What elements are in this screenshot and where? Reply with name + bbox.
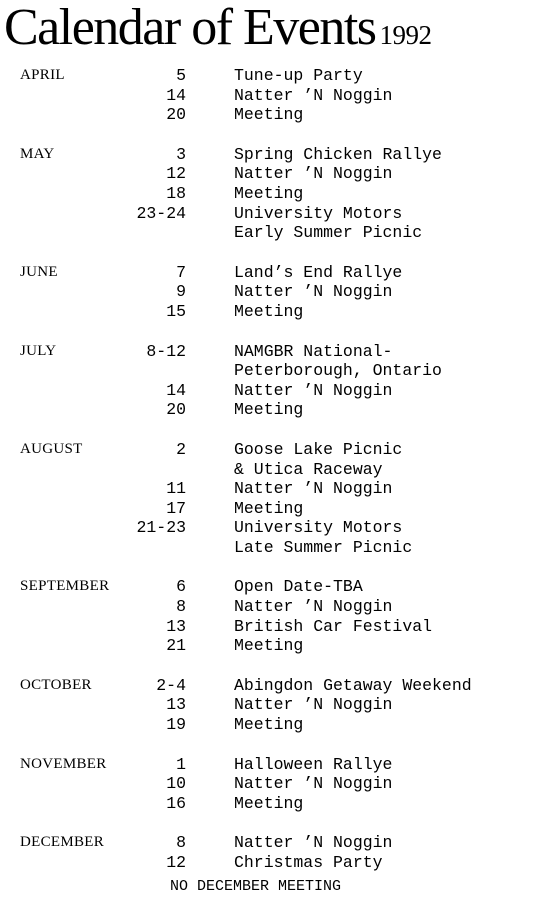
event-name: Natter ’N Noggin [234, 695, 393, 715]
event-day: 17 [166, 498, 186, 518]
event-name: Natter ’N Noggin [234, 164, 393, 184]
event-name: Land’s End Rallye [234, 262, 403, 282]
event-row [0, 263, 550, 283]
event-day: 8-12 [146, 341, 186, 361]
month-name: NOVEMBER [20, 755, 107, 772]
event-row [0, 164, 550, 184]
event-name: British Car Festival [234, 616, 433, 636]
event-name: Late Summer Picnic [234, 537, 413, 557]
event-name: & Utica Raceway [234, 459, 383, 479]
event-name: Meeting [234, 793, 304, 813]
event-row [0, 400, 550, 420]
events-list [0, 66, 550, 893]
event-day: 13 [166, 695, 186, 715]
event-row [0, 518, 550, 538]
event-day: 14 [166, 380, 186, 400]
event-name: Early Summer Picnic [234, 223, 423, 243]
event-day: 1 [176, 754, 186, 774]
event-name: Spring Chicken Rallye [234, 144, 442, 164]
event-row [0, 676, 550, 696]
event-day: 20 [166, 400, 186, 420]
event-day: 7 [176, 262, 186, 282]
month-block-may [0, 145, 550, 243]
event-row [0, 479, 550, 499]
event-day: 9 [176, 282, 186, 302]
event-row [0, 66, 550, 86]
event-row [0, 86, 550, 106]
event-name: Natter ’N Noggin [234, 833, 393, 853]
event-name: Natter ’N Noggin [234, 282, 393, 302]
event-row [0, 853, 550, 873]
event-day: 16 [166, 793, 186, 813]
event-name: Meeting [234, 105, 304, 125]
event-row [0, 184, 550, 204]
event-day: 20 [166, 105, 186, 125]
month-block-june [0, 263, 550, 322]
event-name: Meeting [234, 636, 304, 656]
event-day: 21-23 [136, 518, 186, 538]
title-year: 1992 [379, 20, 432, 50]
event-day: 19 [166, 715, 186, 735]
event-day: 8 [176, 833, 186, 853]
month-block-december [0, 833, 550, 872]
event-day: 3 [176, 144, 186, 164]
event-row [0, 617, 550, 637]
event-day: 12 [166, 164, 186, 184]
event-name: Tune-up Party [234, 66, 363, 85]
event-row [0, 145, 550, 165]
event-name: Meeting [234, 498, 304, 518]
event-row [0, 302, 550, 322]
event-name: Natter ’N Noggin [234, 479, 393, 499]
event-row [0, 223, 550, 243]
event-day: 8 [176, 597, 186, 617]
month-name: JULY [20, 342, 57, 359]
month-block-july [0, 342, 550, 420]
month-name: APRIL [20, 67, 65, 83]
event-row [0, 499, 550, 519]
event-name: Abingdon Getaway Weekend [234, 675, 472, 695]
month-block-october [0, 676, 550, 735]
month-name: SEPTEMBER [20, 578, 110, 595]
event-row [0, 774, 550, 794]
event-row [0, 833, 550, 853]
event-name: Natter ’N Noggin [234, 774, 393, 794]
title-main: Calendar of Events [4, 0, 376, 56]
event-row [0, 342, 550, 362]
event-day: 15 [166, 301, 186, 321]
event-row [0, 440, 550, 460]
event-name: Halloween Rallye [234, 754, 393, 774]
event-row [0, 794, 550, 814]
event-name: NAMGBR National- [234, 341, 393, 361]
month-name: DECEMBER [20, 834, 105, 851]
event-day: 6 [176, 577, 186, 597]
event-day: 18 [166, 183, 186, 203]
event-row [0, 282, 550, 302]
event-name: University Motors [234, 203, 403, 223]
event-day: 2-4 [156, 675, 186, 695]
event-day: 10 [166, 774, 186, 794]
month-name: AUGUST [20, 440, 83, 457]
event-row [0, 381, 550, 401]
event-day: 5 [176, 66, 186, 85]
event-name: Goose Lake Picnic [234, 439, 403, 459]
event-day: 11 [166, 479, 186, 499]
month-block-november [0, 755, 550, 814]
event-row [0, 105, 550, 125]
month-name: MAY [20, 145, 55, 162]
event-day: 2 [176, 439, 186, 459]
month-name: JUNE [20, 263, 58, 280]
event-name: Meeting [234, 301, 304, 321]
event-name: Open Date-TBA [234, 577, 363, 597]
event-row [0, 755, 550, 775]
event-row [0, 636, 550, 656]
event-name: University Motors [234, 518, 403, 538]
event-row [0, 204, 550, 224]
month-block-september [0, 577, 550, 655]
month-block-april [0, 66, 550, 125]
event-day: 12 [166, 853, 186, 872]
month-name: OCTOBER [20, 676, 92, 693]
event-day: 21 [166, 636, 186, 656]
event-row [0, 460, 550, 480]
event-row [0, 715, 550, 735]
event-name: Meeting [234, 400, 304, 420]
event-name: Meeting [234, 183, 304, 203]
event-row [0, 597, 550, 617]
footer-note: NO DECEMBER MEETING [170, 878, 342, 895]
event-row [0, 577, 550, 597]
event-name: Natter ’N Noggin [234, 85, 393, 105]
event-day: 14 [166, 85, 186, 105]
event-name: Meeting [234, 715, 304, 735]
event-name: Natter ’N Noggin [234, 597, 393, 617]
event-day: 23-24 [136, 203, 186, 223]
event-row [0, 695, 550, 715]
page-title [4, 0, 432, 56]
event-row [0, 538, 550, 558]
event-name: Christmas Party [234, 853, 383, 872]
month-block-august [0, 440, 550, 558]
event-row [0, 361, 550, 381]
event-day: 13 [166, 616, 186, 636]
event-name: Peterborough, Ontario [234, 361, 442, 381]
event-name: Natter ’N Noggin [234, 380, 393, 400]
